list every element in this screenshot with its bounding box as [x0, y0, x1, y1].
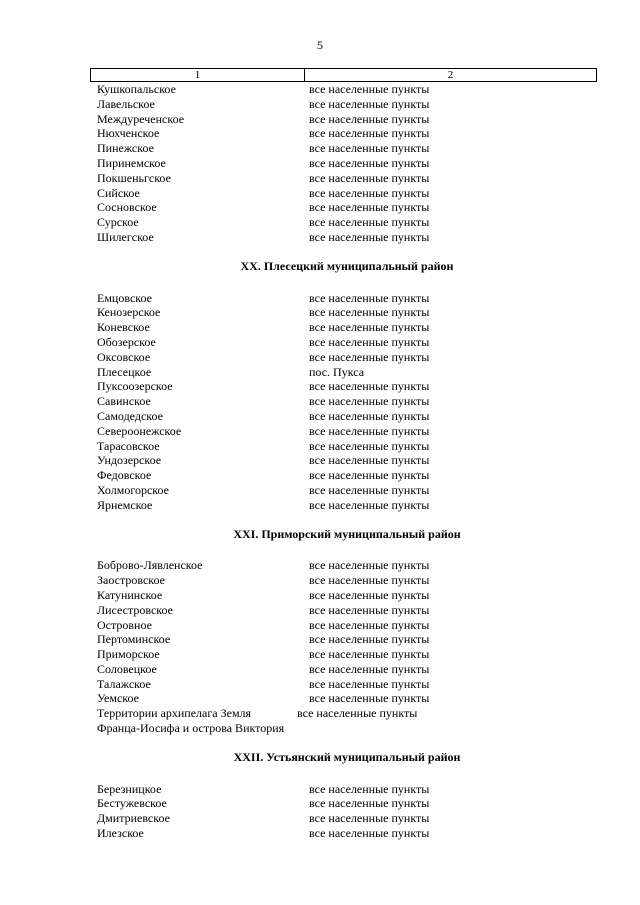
settlement-name: Покшеньгское [97, 170, 171, 185]
section-title: XXII. Устьянский муниципальный район [233, 749, 461, 764]
settlement-name: Плесецкое [97, 364, 152, 379]
table-row [97, 677, 597, 692]
table-header [90, 68, 597, 82]
table-row [97, 350, 597, 365]
table-row [97, 394, 597, 409]
table-row [97, 424, 597, 439]
table-row [97, 468, 597, 483]
settlement-scope: все населенные пункты [309, 408, 430, 423]
settlement-name: Сурское [97, 215, 139, 230]
settlement-scope: все населенные пункты [309, 215, 430, 230]
table-row [97, 706, 597, 736]
table-row [97, 156, 597, 171]
settlement-name: Катунинское [97, 587, 163, 602]
settlement-name: Заостровское [97, 573, 165, 588]
settlement-name: Ярнемское [97, 497, 153, 512]
table-row [97, 632, 597, 647]
settlement-scope: все населенные пункты [309, 647, 430, 662]
settlement-name: Дмитриевское [97, 811, 170, 826]
settlement-name: Шилегское [97, 229, 154, 244]
settlement-scope: все населенные пункты [297, 706, 418, 721]
section-title: XX. Плесецкий муниципальный район [240, 258, 454, 273]
settlement-scope: все населенные пункты [309, 334, 430, 349]
settlement-scope: все населенные пункты [309, 602, 430, 617]
settlement-name: Приморское [97, 647, 160, 662]
settlement-scope: все населенные пункты [309, 290, 430, 305]
table-row [97, 305, 597, 320]
section-title: XXI. Приморский муниципальный район [233, 526, 461, 541]
settlement-name: Пиринемское [97, 155, 166, 170]
settlement-scope: все населенные пункты [309, 482, 430, 497]
table-row [97, 112, 597, 127]
settlement-scope: все населенные пункты [309, 453, 430, 468]
settlement-scope: все населенные пункты [309, 111, 430, 126]
settlement-name: Пертоминское [97, 632, 171, 647]
table-row [97, 558, 597, 573]
settlement-name: Лавельское [97, 96, 155, 111]
table-row [97, 498, 597, 513]
table-row [97, 141, 597, 156]
table-row [97, 826, 597, 841]
settlement-scope: все населенные пункты [309, 96, 430, 111]
settlement-name: Коневское [97, 320, 150, 335]
settlement-scope: все населенные пункты [309, 126, 430, 141]
settlement-scope: все населенные пункты [309, 781, 430, 796]
table-row [97, 186, 597, 201]
settlement-name: Тарасовское [97, 438, 160, 453]
settlement-scope: все населенные пункты [309, 661, 430, 676]
settlement-name: Сосновское [97, 200, 157, 215]
table-header-col2: 2 [447, 69, 454, 81]
settlement-scope: все населенные пункты [309, 632, 430, 647]
settlement-scope: все населенные пункты [309, 438, 430, 453]
settlement-scope: все населенные пункты [309, 320, 430, 335]
settlement-scope: пос. Пукса [309, 364, 365, 379]
settlement-scope: все населенные пункты [309, 170, 430, 185]
settlement-scope: все населенные пункты [309, 811, 430, 826]
settlement-name: Илезское [97, 826, 144, 841]
table-row [97, 573, 597, 588]
table-row [97, 662, 597, 677]
table-row [97, 439, 597, 454]
settlement-scope: все населенные пункты [309, 200, 430, 215]
table-row [97, 691, 597, 706]
settlement-name: Талажское [97, 676, 151, 691]
settlement-name: Уемское [97, 691, 139, 706]
table-row [97, 409, 597, 424]
settlement-name: Лисестровское [97, 602, 173, 617]
table-row [97, 796, 597, 811]
settlement-scope: все населенные пункты [309, 141, 430, 156]
settlement-name: Савинское [97, 394, 151, 409]
table-row [97, 603, 597, 618]
settlement-name: Холмогорское [97, 482, 169, 497]
settlement-name: Федовское [97, 468, 152, 483]
settlement-scope: все населенные пункты [309, 379, 430, 394]
settlement-name: Боброво-Лявленское [97, 558, 203, 573]
table-row [97, 453, 597, 468]
table-row [97, 215, 597, 230]
table-row [97, 230, 597, 245]
settlement-scope: все населенные пункты [309, 349, 430, 364]
table-row [97, 126, 597, 141]
table-row [97, 379, 597, 394]
settlement-name: Сийское [97, 185, 140, 200]
settlement-name: Емцовское [97, 290, 152, 305]
table-row [97, 618, 597, 633]
table-row [97, 291, 597, 306]
table-row [97, 647, 597, 662]
table-row [97, 782, 597, 797]
table-row [97, 588, 597, 603]
table-row [97, 171, 597, 186]
table-row [97, 335, 597, 350]
settlement-scope: все населенные пункты [309, 155, 430, 170]
settlement-name: Кушкопальское [97, 82, 176, 96]
table-row [97, 483, 597, 498]
settlement-name: Оксовское [97, 349, 151, 364]
table-row [97, 365, 597, 380]
settlement-name: Пинежское [97, 141, 154, 156]
settlement-scope: все населенные пункты [309, 691, 430, 706]
settlement-scope: все населенные пункты [309, 617, 430, 632]
settlement-name: Пуксоозерское [97, 379, 173, 394]
settlement-scope: все населенные пункты [309, 587, 430, 602]
settlement-name: Нюхченское [97, 126, 160, 141]
settlement-scope: все населенные пункты [309, 423, 430, 438]
table-row [97, 200, 597, 215]
settlement-name: Территории архипелага Земля Франца-Иосифа и острова Виктория [97, 706, 285, 736]
settlement-name: Березницкое [97, 781, 162, 796]
settlement-scope: все населенные пункты [309, 826, 430, 841]
table-row [97, 320, 597, 335]
settlement-scope: все населенные пункты [309, 82, 430, 96]
settlement-name: Островное [97, 617, 152, 632]
settlement-name: Обозерское [97, 334, 156, 349]
settlement-scope: все населенные пункты [309, 676, 430, 691]
table-row [97, 97, 597, 112]
settlement-scope: все населенные пункты [309, 573, 430, 588]
settlement-name: Соловецкое [97, 661, 157, 676]
settlement-scope: все населенные пункты [309, 497, 430, 512]
settlement-name: Ундозерское [97, 453, 162, 468]
table-row [97, 811, 597, 826]
table-row [97, 82, 597, 97]
table-header-col1: 1 [91, 69, 305, 81]
settlement-scope: все населенные пункты [309, 229, 430, 244]
settlement-name: Бестужевское [97, 796, 167, 811]
settlement-scope: все населенные пункты [309, 558, 430, 573]
settlement-scope: все населенные пункты [309, 185, 430, 200]
settlement-name: Кенозерское [97, 305, 161, 320]
settlements-table-body [97, 82, 597, 841]
page-number: 5 [317, 38, 323, 52]
settlement-scope: все населенные пункты [309, 468, 430, 483]
settlement-scope: все населенные пункты [309, 796, 430, 811]
settlement-scope: все населенные пункты [309, 305, 430, 320]
settlement-name: Североонежское [97, 423, 182, 438]
settlement-scope: все населенные пункты [309, 394, 430, 409]
settlement-name: Самодедское [97, 408, 163, 423]
settlement-name: Междуреченское [97, 111, 185, 126]
